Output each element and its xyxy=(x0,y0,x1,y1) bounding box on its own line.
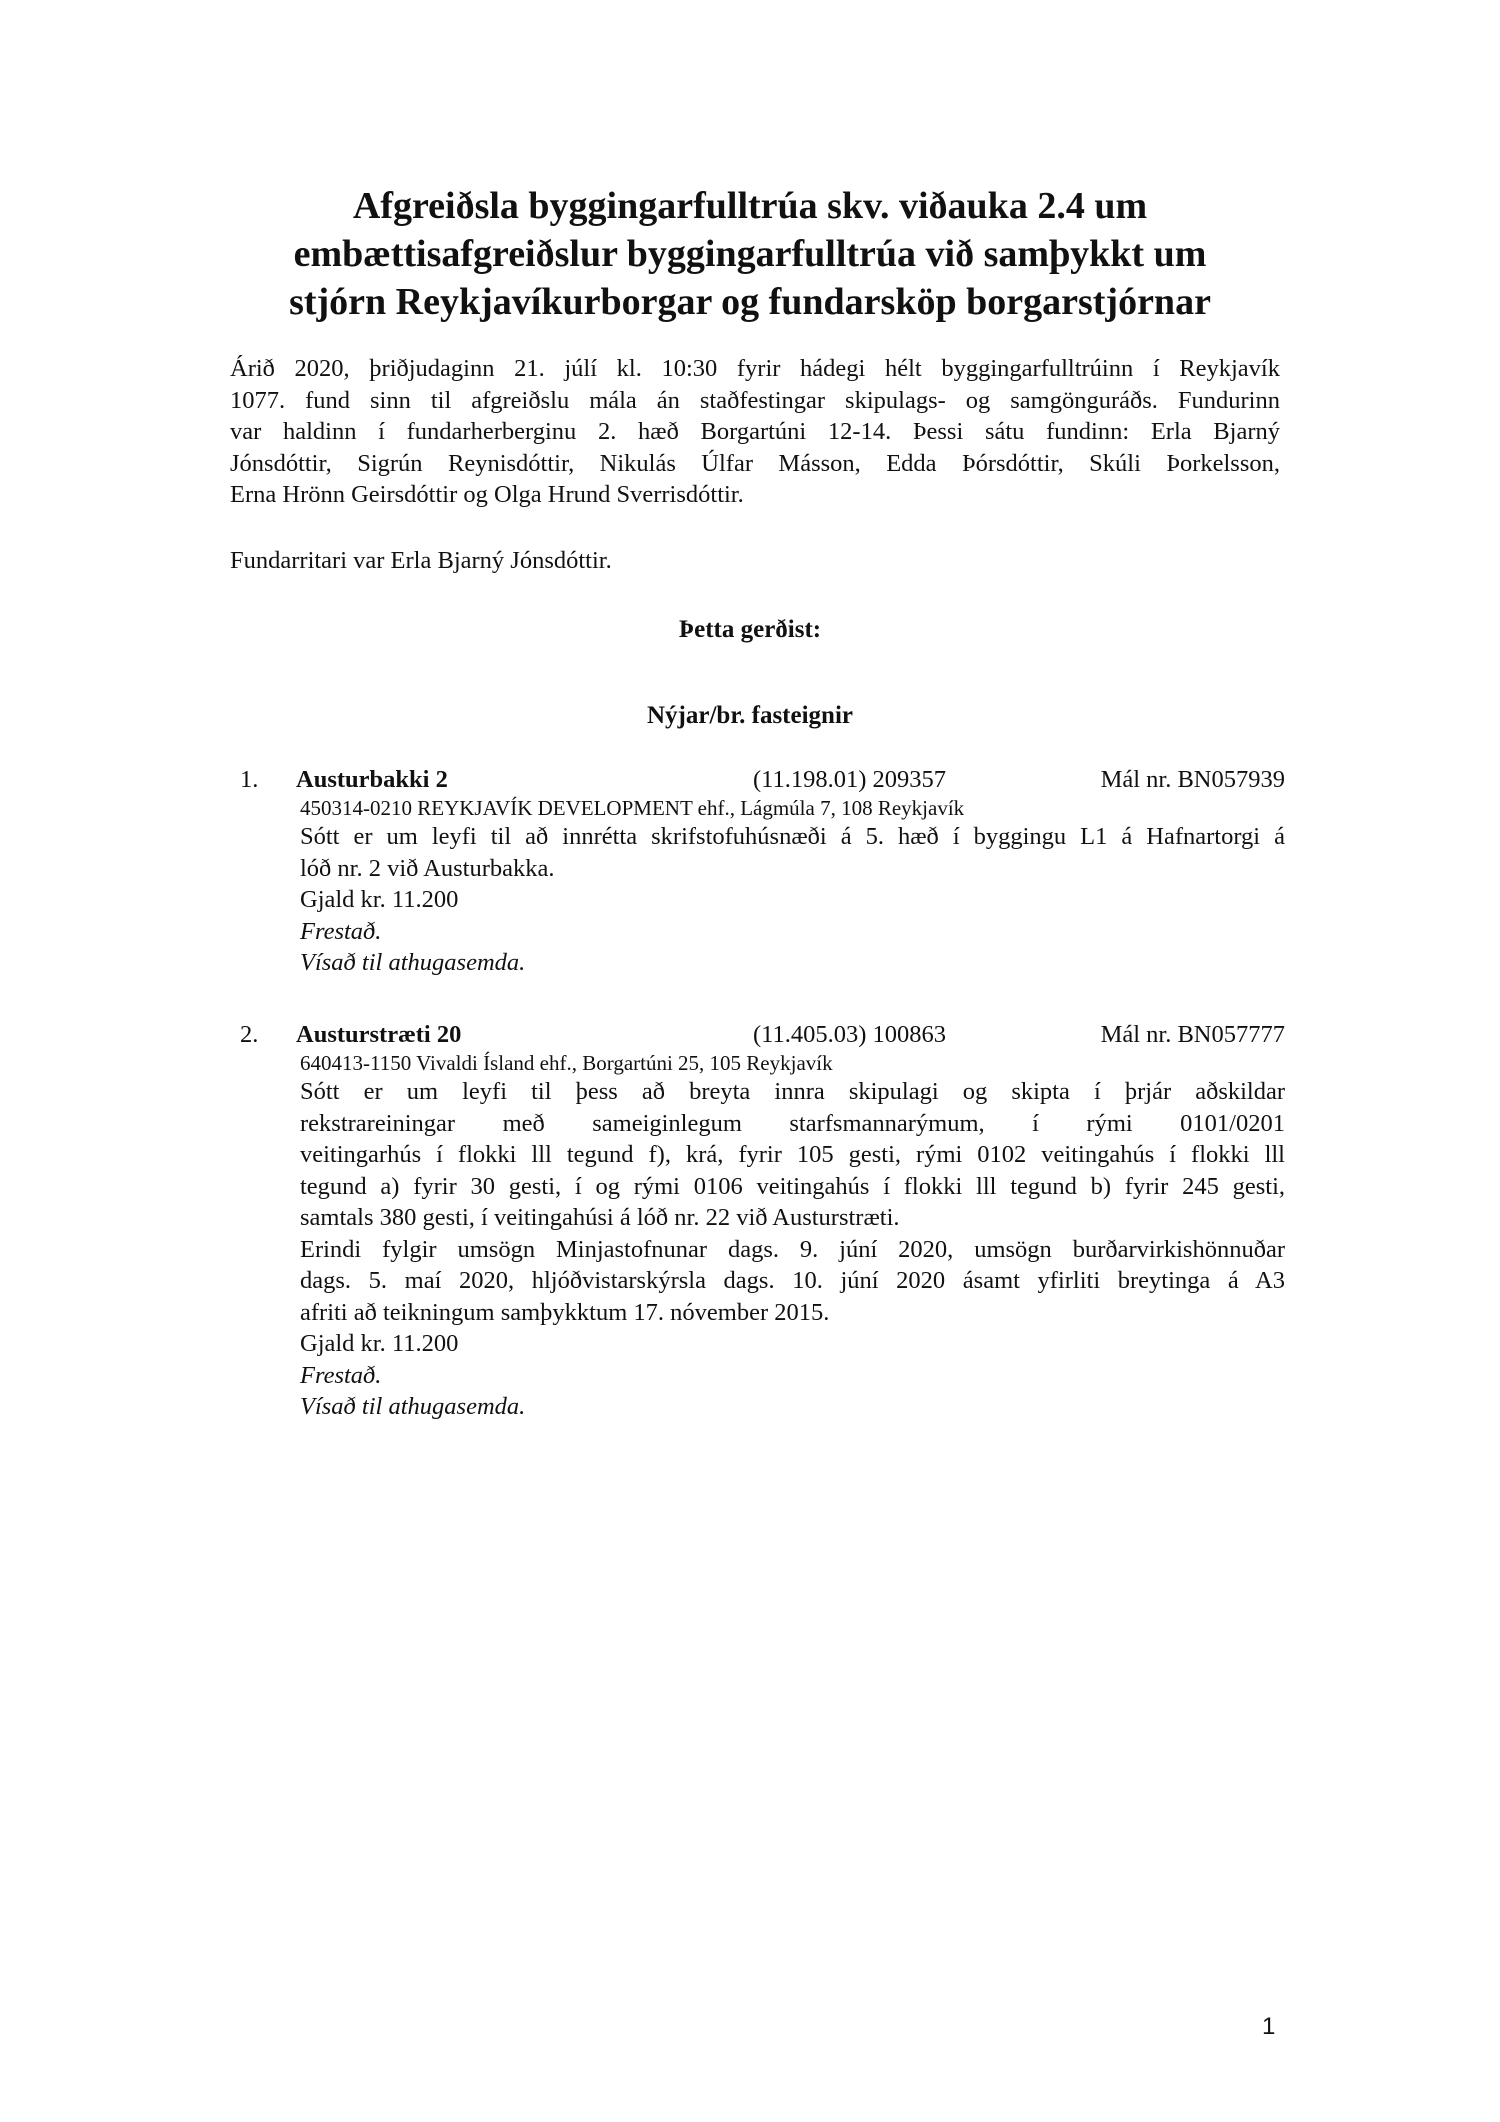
case-item-2 xyxy=(240,1019,1285,1423)
section-heading: Nýjar/br. fasteignir xyxy=(647,702,853,729)
page-number: 1 xyxy=(1262,2013,1276,2040)
case-fee: Gjald kr. 11.200 xyxy=(300,1330,459,1357)
case-property-reference: (11.405.03) 100863 xyxy=(753,1021,947,1048)
intro-line: Árið 2020, þriðjudaginn 21. júlí kl. 10:30 fyrir hádegi hélt byggingarfulltrúinn í Reykjavík xyxy=(230,355,1280,382)
proceedings-heading: Þetta gerðist: xyxy=(678,616,822,643)
title-line: stjórn Reykjavíkurborgar og fundarsköp borgarstjórnar xyxy=(289,281,1211,323)
case-header xyxy=(240,1019,1285,1051)
case-description-line: samtals 380 gesti, í veitingahúsi á lóð nr. 22 við Austurstræti. xyxy=(300,1204,900,1231)
case-applicant: 450314-0210 REYKJAVÍK DEVELOPMENT ehf., Lágmúla 7, 108 Reykjavík xyxy=(300,796,965,820)
case-referral: Vísað til athugasemda. xyxy=(300,1393,526,1420)
title-line: embættisafgreiðslur byggingarfulltrúa við samþykkt um xyxy=(293,233,1207,275)
case-description-line: tegund a) fyrir 30 gesti, í og rými 0106 veitingahús í flokki lll tegund b) fyrir 245 gesti, xyxy=(300,1172,1285,1200)
case-number-index: 1. xyxy=(240,766,259,793)
case-decision: Frestað. xyxy=(300,1361,382,1389)
case-property-reference: (11.198.01) 209357 xyxy=(753,766,947,793)
case-description-line: rekstrareiningar með sameiginlegum starfsmannarýmum, í rými 0101/0201 xyxy=(300,1109,1285,1137)
intro-line: 1077. fund sinn til afgreiðslu mála án staðfestingar skipulags- og samgönguráðs. Fundurinn xyxy=(230,386,1280,414)
meeting-intro-paragraph xyxy=(230,353,1280,511)
case-applicant: 640413-1150 Vivaldi Ísland ehf., Borgartúni 25, 105 Reykjavík xyxy=(300,1051,833,1075)
case-fee: Gjald kr. 11.200 xyxy=(300,886,459,913)
case-attachment-line: dags. 5. maí 2020, hljóðvistarskýrsla dags. 10. júní 2020 ásamt yfirliti breytinga á A3 xyxy=(300,1267,1285,1294)
title-line: Afgreiðsla byggingarfulltrúa skv. viðauka 2.4 um xyxy=(352,185,1148,227)
case-address: Austurstræti 20 xyxy=(296,1021,462,1048)
case-description-line: Sótt er um leyfi til þess að breyta innra skipulagi og skipta í þrjár aðskildar xyxy=(300,1078,1285,1105)
case-attachment-line: Erindi fylgir umsögn Minjastofnunar dags. 9. júní 2020, umsögn burðarvirkishönnuðar xyxy=(300,1235,1285,1263)
case-description-line: lóð nr. 2 við Austurbakka. xyxy=(300,854,555,882)
case-item-1 xyxy=(240,764,1285,979)
document-title xyxy=(150,182,1350,326)
case-number-index: 2. xyxy=(240,1021,259,1048)
case-header xyxy=(240,764,1285,796)
intro-line: Erna Hrönn Geirsdóttir og Olga Hrund Sverrisdóttir. xyxy=(230,481,744,508)
case-description-line: veitingarhús í flokki lll tegund f), krá, fyrir 105 gesti, rými 0102 veitingahús í flokki lll xyxy=(300,1141,1285,1168)
case-body xyxy=(300,796,1285,979)
intro-line: var haldinn í fundarherberginu 2. hæð Borgartúni 12-14. Þessi sátu fundinn: Erla Bjarný xyxy=(230,418,1280,445)
case-address: Austurbakki 2 xyxy=(296,766,448,793)
case-file-number: Mál nr. BN057939 xyxy=(1100,766,1285,793)
meeting-secretary: Fundarritari var Erla Bjarný Jónsdóttir. xyxy=(230,547,612,574)
case-description-line: Sótt er um leyfi til að innrétta skrifstofuhúsnæði á 5. hæð í byggingu L1 á Hafnartorgi á xyxy=(300,823,1285,850)
case-attachment-line: afriti að teikningum samþykktum 17. nóvember 2015. xyxy=(300,1298,830,1326)
intro-line: Jónsdóttir, Sigrún Reynisdóttir, Nikulás Úlfar Másson, Edda Þórsdóttir, Skúli Þorkelsson, xyxy=(230,449,1280,477)
case-file-number: Mál nr. BN057777 xyxy=(1100,1021,1285,1048)
case-referral: Vísað til athugasemda. xyxy=(300,949,526,976)
case-decision: Frestað. xyxy=(300,917,382,945)
case-body xyxy=(300,1051,1285,1423)
